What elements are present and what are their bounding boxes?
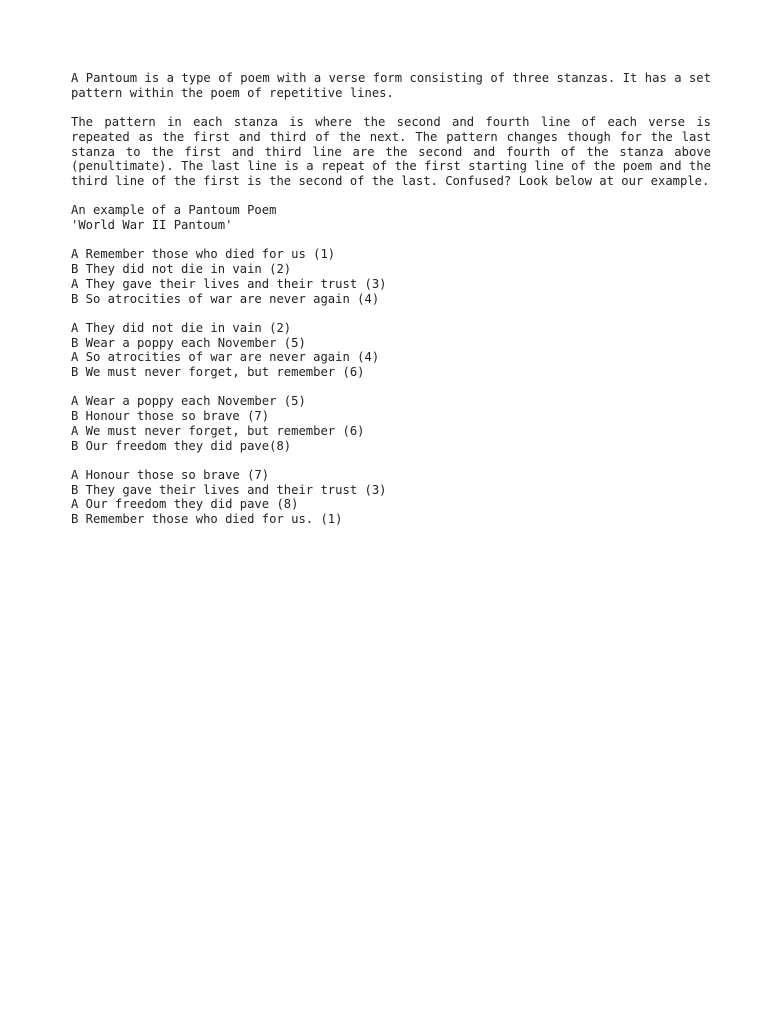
poem-line: A They gave their lives and their trust (3)	[71, 276, 387, 291]
poem-line: A Our freedom they did pave (8)	[71, 497, 299, 512]
poem-title: 'World War II Pantoum'	[71, 218, 233, 232]
poem-line: B So atrocities of war are never again (4)	[71, 291, 380, 306]
poem-line: A They did not die in vain (2)	[71, 320, 292, 335]
poem-line: B They gave their lives and their trust (3)	[71, 482, 387, 497]
stanza-3	[71, 394, 711, 453]
poem-line: B They did not die in vain (2)	[71, 262, 292, 277]
example-heading: An example of a Pantoum Poem	[71, 203, 277, 218]
poem-line: A Remember those who died for us (1)	[71, 247, 336, 262]
poem-line: A Honour those so brave (7)	[71, 467, 270, 482]
poem-line: A Wear a poppy each November (5)	[71, 394, 306, 409]
poem-line: B Our freedom they did pave(8)	[71, 438, 292, 453]
intro-paragraph-2: The pattern in each stanza is where the second and fourth line of each verse is repeated as the first and third of the next. The pattern changes though for the last stanza to the first and third line are the second and fourth of the stanza above (penultimate). The last line is a repeat of the first starting line of the poem and the third line of the first is the second of the last. Confused? Look below at our example.	[71, 115, 711, 188]
stanza-4	[71, 468, 711, 527]
poem-line: A So atrocities of war are never again (4)	[71, 350, 380, 365]
poem-line: B We must never forget, but remember (6)	[71, 365, 365, 379]
poem-line: B Wear a poppy each November (5)	[71, 335, 306, 350]
document-page	[71, 71, 711, 541]
poem-line: B Remember those who died for us. (1)	[71, 512, 343, 526]
example-header	[71, 203, 711, 232]
stanza-1	[71, 247, 711, 306]
poem-line: B Honour those so brave (7)	[71, 409, 270, 424]
intro-paragraph-1: A Pantoum is a type of poem with a verse form consisting of three stanzas. It has a set pattern within the poem of repetitive lines.	[71, 71, 711, 100]
stanza-2	[71, 321, 711, 380]
poem-line: A We must never forget, but remember (6)	[71, 423, 365, 438]
